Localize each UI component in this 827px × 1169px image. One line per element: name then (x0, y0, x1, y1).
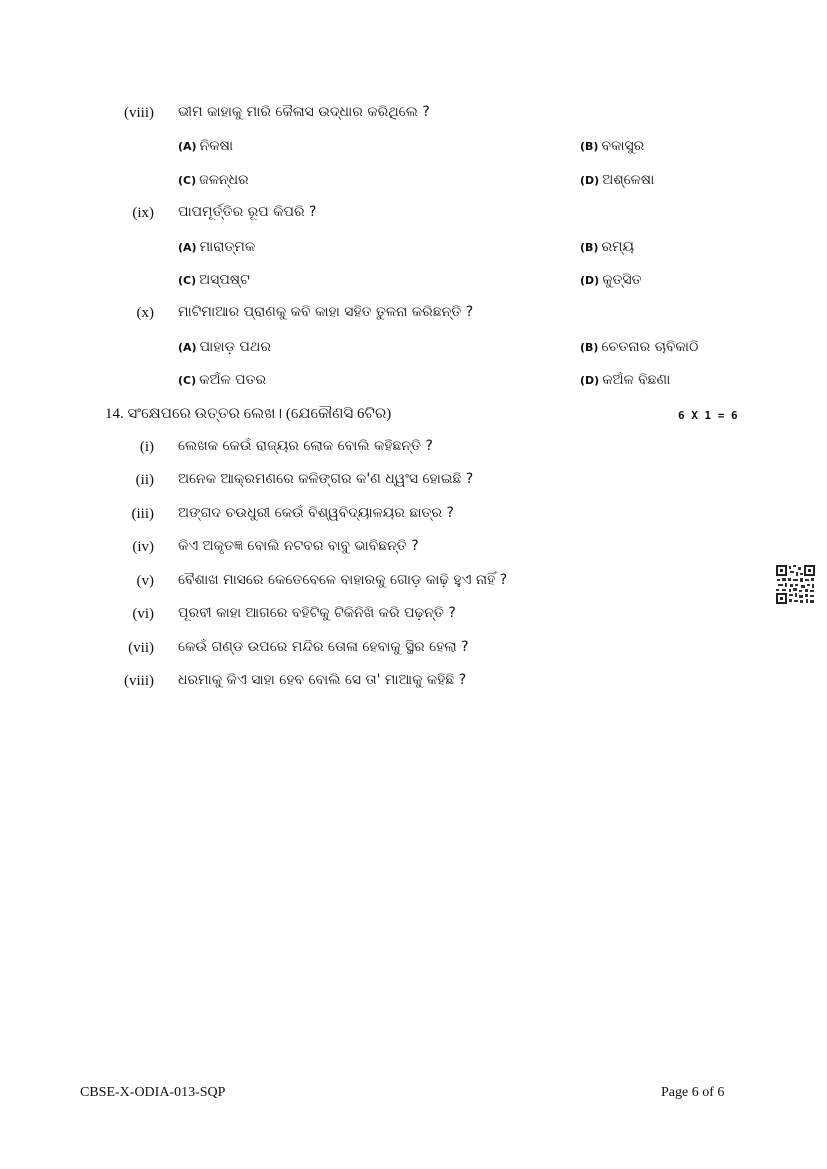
question-text: ପାପମୂର୍ତ୍ତିର ରୂପ କିପରି ? (178, 204, 317, 220)
option-label: (C) (178, 374, 197, 387)
question-text: ଧରମାକୁ କିଏ ସାହା ହେବ ବୋଲି ସେ ତା' ମାଆକୁ କହିଛି ? (178, 672, 467, 688)
option-a (178, 339, 271, 355)
option-text: ଅସ୍ପଷ୍ଟ (199, 272, 250, 288)
option-text: କଅଁଳ ପତର (199, 372, 267, 388)
option-label: (D) (580, 374, 600, 387)
option-text: ବକାସୁର (601, 138, 645, 154)
marks-allocation: 6 X 1 = 6 (678, 409, 738, 422)
option-label: (D) (580, 174, 600, 187)
option-d (580, 272, 642, 288)
option-label: (C) (178, 274, 197, 287)
question-text: କିଏ ଅକୃତଜ୍ଞ ବୋଲି ନଟବର ବାବୁ ଭାବିଛନ୍ତି ? (178, 538, 419, 554)
option-text: ରମ୍ୟ (601, 239, 635, 255)
question-number: (v) (136, 573, 154, 589)
option-text: ନିକଷା (199, 138, 234, 154)
option-label: (B) (580, 140, 599, 153)
option-label: (C) (178, 174, 197, 187)
question-text: କେଉଁ ଗଣ୍ଡ ଉପରେ ମନ୍ଦିର ତୋଳା ହେବାକୁ ସ୍ଥିର ହେଲା ? (178, 639, 469, 655)
option-label: (B) (580, 241, 599, 254)
option-c (178, 372, 266, 388)
qr-code-icon (776, 565, 815, 604)
option-b (580, 138, 644, 154)
question-number: (ix) (132, 205, 154, 221)
option-text: ଚେତନାର ଚାବିକାଠି (601, 339, 699, 355)
option-text: ଜଳନ୍ଧର (199, 172, 249, 188)
option-d (580, 372, 670, 388)
option-c (178, 172, 249, 188)
question-number: (x) (136, 305, 154, 321)
section-heading: 14. ସଂକ୍ଷେପରେ ଉତ୍ତର ଲେଖ। (ଯେକୌଣସି 6ଟିର) (105, 406, 392, 422)
option-d (580, 172, 654, 188)
option-text: ଅଶ୍ଳେଷା (602, 172, 655, 188)
option-b (580, 339, 698, 355)
option-a (178, 138, 233, 154)
option-label: (A) (178, 241, 197, 254)
option-text: କଅଁଳ ବିଛଣା (602, 372, 671, 388)
question-text: ଭୀମ କାହାକୁ ମାରି କୈଳାସ ଉଦ୍ଧାର କରିଥିଲେ ? (178, 104, 430, 120)
question-text: ଅନେକ ଆକ୍ରମଣରେ କଳିଙ୍ଗର କ'ଣ ଧ୍ୱଂସ ହୋଇଛି ? (178, 471, 474, 487)
question-text: ଲେଖକ କେଉଁ ରାଜ୍ୟର ଲୋକ ବୋଲି କହିଛନ୍ତି ? (178, 438, 433, 454)
question-text: ଅଙ୍ଗଦ ଚଉଧୁରୀ କେଉଁ ବିଶ୍ୱବିଦ୍ୟାଳୟର ଛାତ୍ର ? (178, 505, 454, 521)
question-text: ମାଟିମାଆର ପ୍ରାଣକୁ କବି କାହା ସହିତ ତୁଳନା କରିଛନ୍ତି ? (178, 304, 474, 320)
question-number: (ii) (135, 472, 154, 488)
question-number: (viii) (124, 105, 154, 121)
question-number: (viii) (124, 673, 154, 689)
question-number: (vi) (132, 606, 154, 622)
option-c (178, 272, 250, 288)
page-number: Page 6 of 6 (661, 1085, 725, 1100)
question-number: (iv) (132, 539, 154, 555)
option-label: (B) (580, 341, 599, 354)
option-b (580, 239, 634, 255)
option-label: (A) (178, 341, 197, 354)
document-code: CBSE-X-ODIA-013-SQP (80, 1085, 226, 1100)
option-a (178, 239, 255, 255)
question-text: ପୂରବୀ କାହା ଆଗରେ ବହିଟିକୁ ଟିକିନିଖି କରି ପଢ଼ନ୍ତି ? (178, 605, 456, 621)
question-number: (iii) (131, 506, 154, 522)
option-text: ପାହାଡ଼ ପଥର (199, 339, 271, 355)
option-label: (D) (580, 274, 600, 287)
option-text: କୁତ୍ସିତ (602, 272, 642, 288)
question-text: ବୈଶାଖ ମାସରେ କେତେବେଳେ ବାହାରକୁ ଗୋଡ଼ କାଢ଼ି ହୁଏ ନାହିଁ ? (178, 572, 508, 588)
option-label: (A) (178, 140, 197, 153)
question-number: (i) (139, 439, 154, 455)
option-text: ମାରାତ୍ମକ (199, 239, 256, 255)
question-number: (vii) (128, 640, 154, 656)
